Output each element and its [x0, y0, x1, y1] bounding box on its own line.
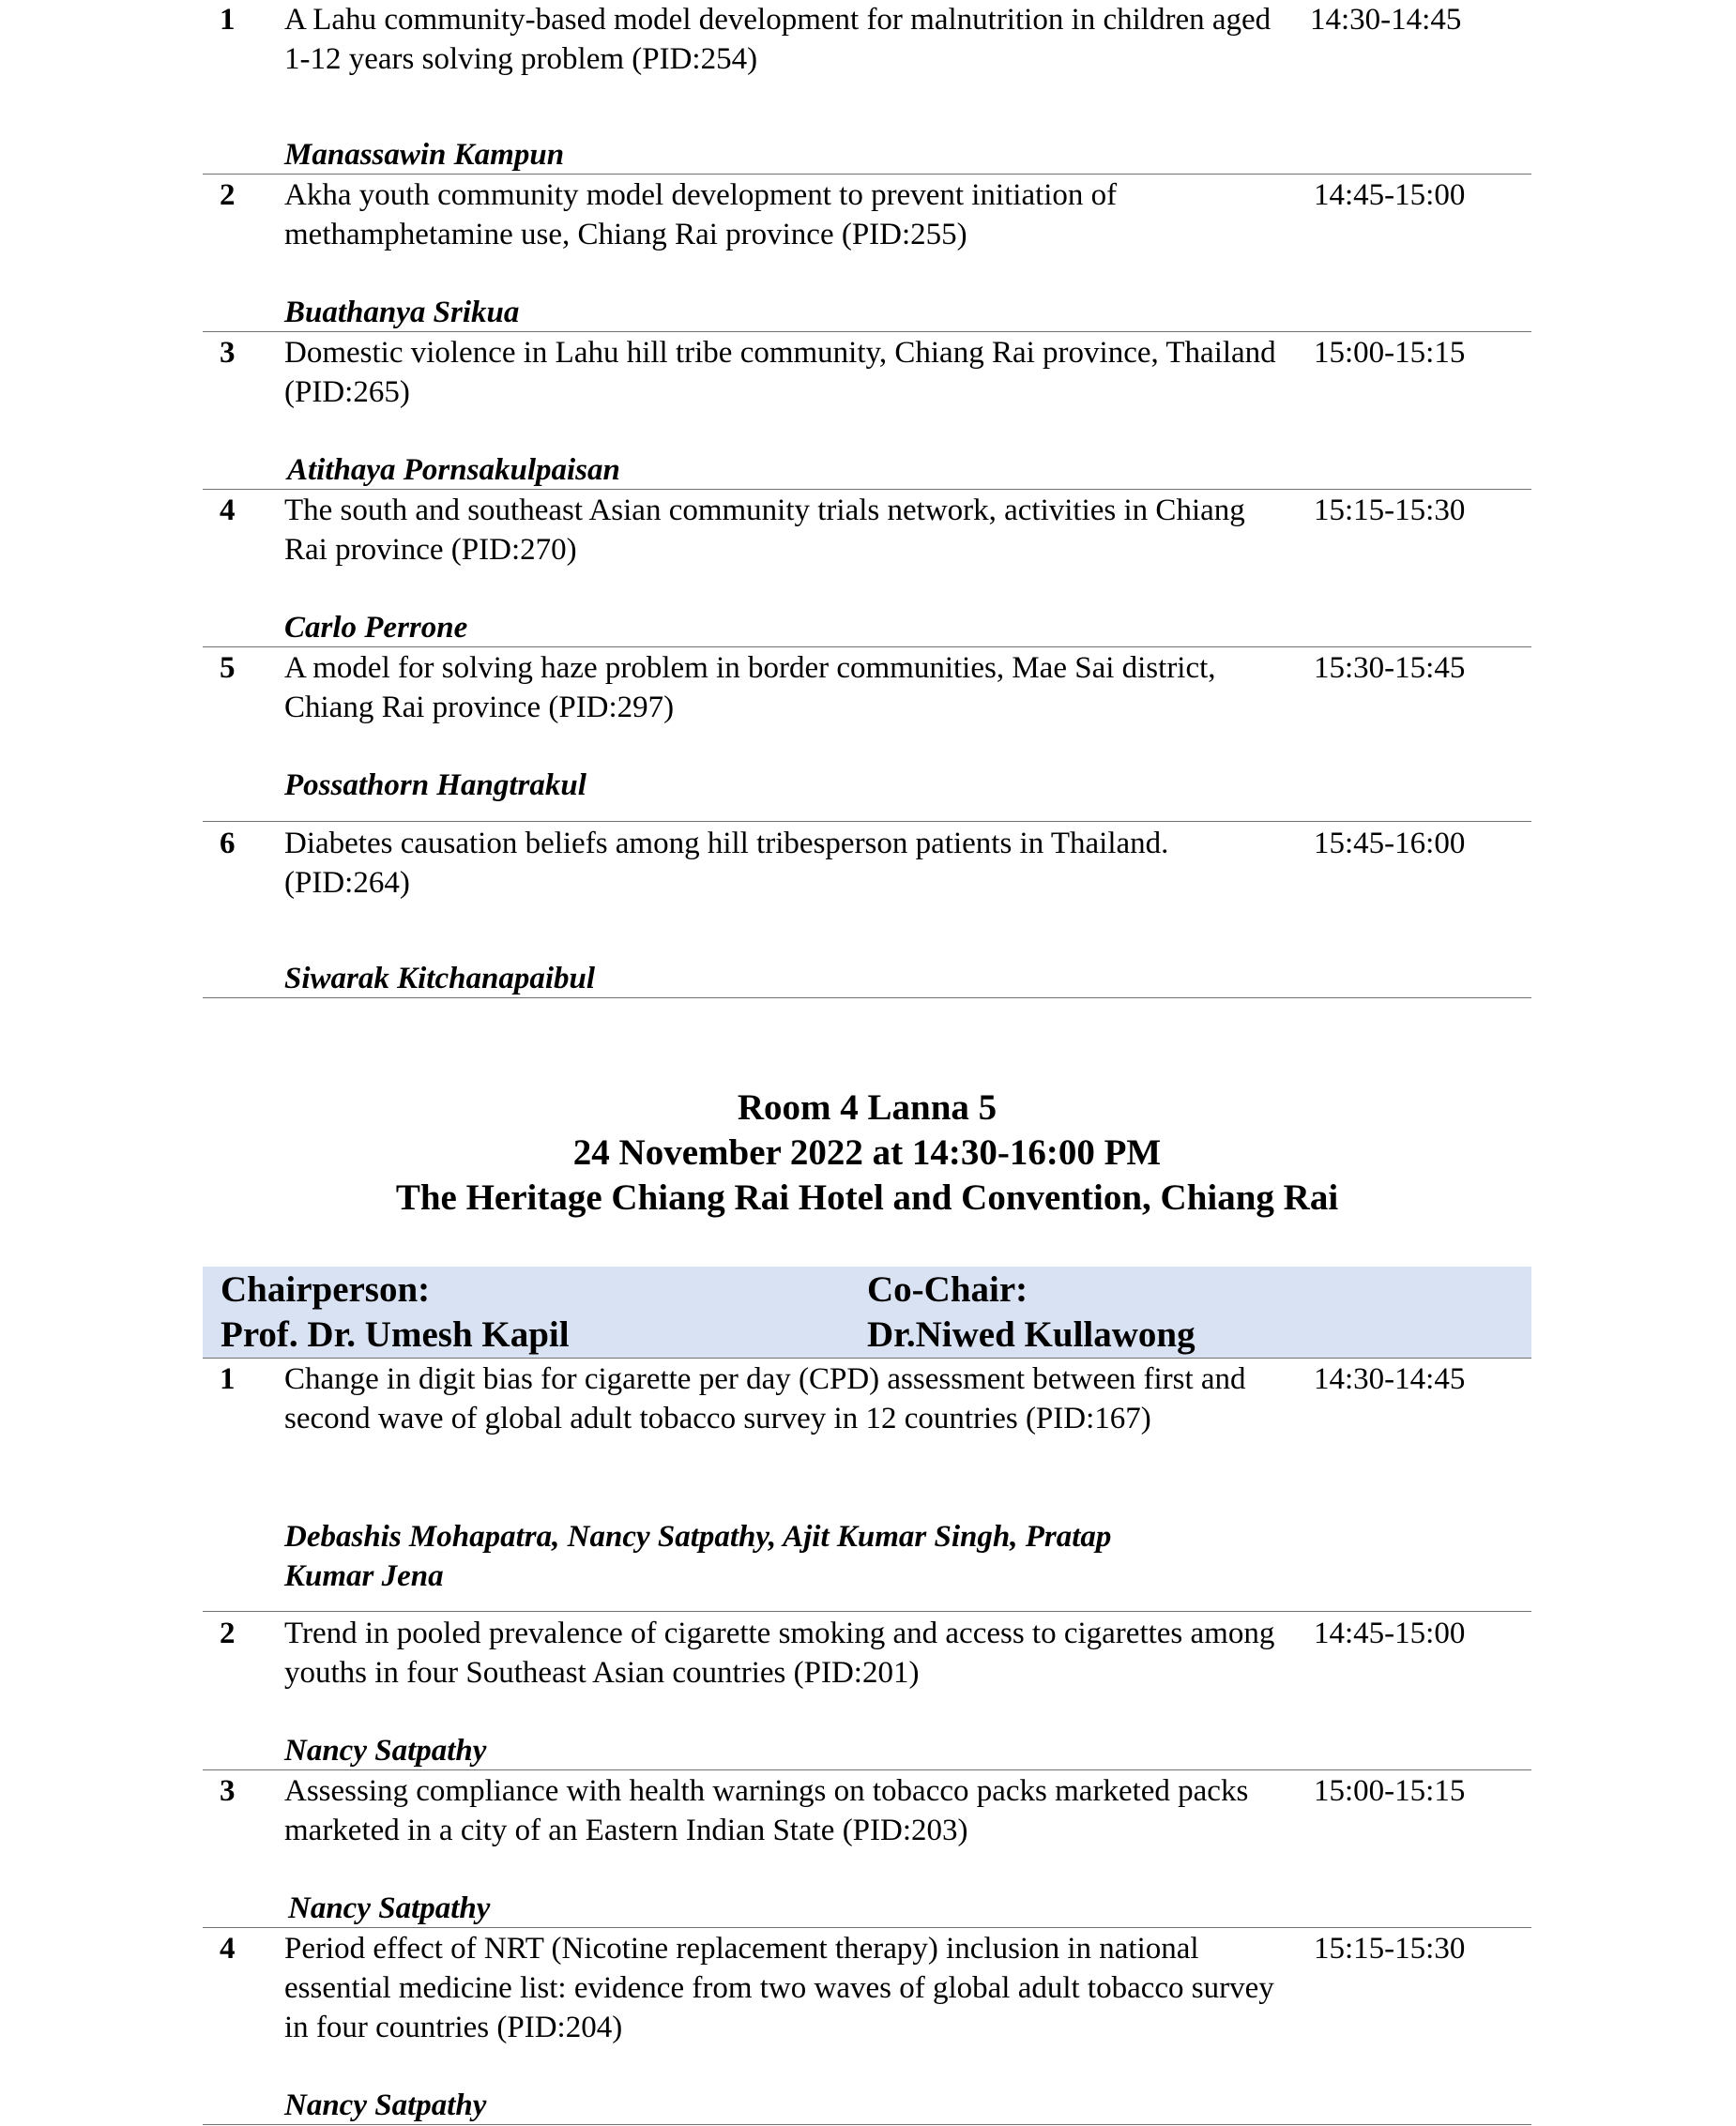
- entry-author: Nancy Satpathy: [288, 1891, 491, 1925]
- row-divider: [203, 1358, 1531, 1359]
- entry-title: The south and southeast Asian community trials network, activities in Chiang Rai province (PID:270): [284, 494, 1245, 567]
- entry-number: 4: [220, 494, 236, 527]
- entry-time: 15:00-15:15: [1314, 336, 1466, 370]
- entry-title: Change in digit bias for cigarette per day (CPD) assessment between first and second wave of global adult tobacco survey in 12 countries (PID:167): [284, 1362, 1246, 1435]
- entry-title: Period effect of NRT (Nicotine replacement therapy) inclusion in national essential medicine list: evidence from two waves of global adult tobacco survey in four countries (PID:204): [284, 1932, 1274, 2044]
- entry-number: 3: [220, 1774, 236, 1808]
- entry-number: 2: [220, 1617, 236, 1650]
- entry-time: 15:15-15:30: [1314, 494, 1466, 527]
- cochair-name: Dr.Niwed Kullawong: [867, 1314, 1195, 1355]
- entry-title: A model for solving haze problem in border communities, Mae Sai district, Chiang Rai province (PID:297): [284, 651, 1216, 724]
- entry-author: Nancy Satpathy: [284, 2088, 487, 2122]
- row-divider: [203, 997, 1531, 998]
- entry-number: 5: [220, 651, 236, 685]
- entry-title: Assessing compliance with health warnings on tobacco packs marketed packs marketed in a city of an Eastern Indian State (PID:203): [284, 1774, 1249, 1847]
- entry-number: 1: [220, 3, 236, 37]
- entry-author: Possathorn Hangtrakul: [284, 768, 586, 802]
- cochair-label: Co-Chair:: [867, 1269, 1028, 1310]
- row-divider: [203, 331, 1531, 332]
- entry-author: Carlo Perrone: [284, 611, 468, 645]
- entry-author: Nancy Satpathy: [284, 1734, 487, 1768]
- entry-number: 3: [220, 336, 236, 370]
- row-divider: [203, 2124, 1531, 2125]
- entry-time: 15:30-15:45: [1314, 651, 1466, 685]
- entry-time: 14:45-15:00: [1314, 1617, 1466, 1650]
- entry-title: Akha youth community model development to prevent initiation of methamphetamine use, Chiang Rai province (PID:255): [284, 178, 1118, 251]
- row-divider: [203, 1769, 1531, 1770]
- entry-title: Domestic violence in Lahu hill tribe community, Chiang Rai province, Thailand (PID:265): [284, 336, 1276, 409]
- room-name: Room 4 Lanna 5: [737, 1087, 997, 1128]
- entry-time: 14:45-15:00: [1314, 178, 1466, 212]
- row-divider: [203, 646, 1531, 647]
- entry-number: 1: [220, 1362, 236, 1396]
- entry-title: Diabetes causation beliefs among hill tribesperson patients in Thailand. (PID:264): [284, 827, 1169, 900]
- entry-time: 14:30-14:45: [1314, 1362, 1466, 1396]
- row-divider: [203, 1927, 1531, 1928]
- entry-author: Debashis Mohapatra, Nancy Satpathy, Ajit Kumar Singh, Pratap Kumar Jena: [284, 1520, 1112, 1593]
- entry-time: 15:00-15:15: [1314, 1774, 1466, 1808]
- entry-number: 2: [220, 178, 236, 212]
- entry-author: Manassawin Kampun: [284, 138, 565, 172]
- entry-author: Buathanya Srikua: [284, 296, 520, 329]
- entry-title: A Lahu community-based model development for malnutrition in children aged 1-12 years solving problem (PID:254): [284, 3, 1272, 76]
- entry-time: 14:30-14:45: [1310, 3, 1462, 37]
- entry-number: 6: [220, 827, 236, 860]
- row-divider: [203, 821, 1531, 822]
- session-date-time: 24 November 2022 at 14:30-16:00 PM: [572, 1132, 1162, 1173]
- row-divider: [203, 489, 1531, 490]
- entry-number: 4: [220, 1932, 236, 1966]
- row-divider: [203, 174, 1531, 175]
- entry-time: 15:15-15:30: [1314, 1932, 1466, 1966]
- entry-author: Atithaya Pornsakulpaisan: [287, 453, 620, 487]
- entry-title: Trend in pooled prevalence of cigarette smoking and access to cigarettes among youths in four Southeast Asian countries (PID:201): [284, 1617, 1275, 1690]
- entry-author: Siwarak Kitchanapaibul: [284, 962, 596, 995]
- chairperson-label: Chairperson:: [221, 1269, 431, 1310]
- entry-time: 15:45-16:00: [1314, 827, 1466, 860]
- chairperson-name: Prof. Dr. Umesh Kapil: [221, 1314, 570, 1355]
- row-divider: [203, 1611, 1531, 1612]
- venue: The Heritage Chiang Rai Hotel and Convention, Chiang Rai: [395, 1177, 1339, 1218]
